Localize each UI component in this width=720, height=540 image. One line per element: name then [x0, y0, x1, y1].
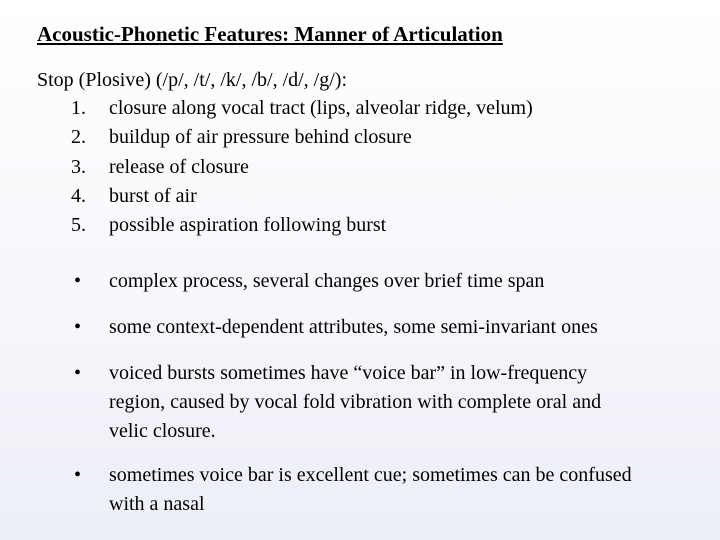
- bullet-icon: •: [74, 464, 82, 486]
- slide-title: Acoustic-Phonetic Features: Manner of Articulation: [37, 22, 503, 46]
- list-number: 5.: [71, 214, 86, 237]
- list-number: 4.: [71, 184, 86, 207]
- bullet-icon: •: [74, 316, 82, 338]
- list-item-text: release of closure: [109, 155, 249, 178]
- bullet-text: voiced bursts sometimes have “voice bar” in low-frequency region, caused by vocal fold vibration with complete oral and velic closure.: [109, 362, 602, 442]
- list-item-text: closure along vocal tract (lips, alveolar ridge, velum): [109, 97, 533, 119]
- intro-line: Stop (Plosive) (/p/, /t/, /k/, /b/, /d/, /g/):: [37, 69, 348, 91]
- list-item-text: burst of air: [109, 184, 197, 207]
- bullet-icon: •: [74, 362, 82, 384]
- list-number: 2.: [71, 126, 86, 149]
- bullet-text: complex process, several changes over brief time span: [109, 270, 545, 292]
- list-item-text: possible aspiration following burst: [109, 214, 387, 237]
- bullet-text: some context-dependent attributes, some semi-invariant ones: [109, 316, 598, 338]
- bullet-icon: •: [74, 270, 82, 292]
- list-number: 3.: [71, 155, 86, 178]
- list-item-text: buildup of air pressure behind closure: [109, 126, 412, 149]
- list-number: 1.: [71, 97, 86, 119]
- bullet-text: sometimes voice bar is excellent cue; sometimes can be confused with a nasal: [109, 464, 632, 515]
